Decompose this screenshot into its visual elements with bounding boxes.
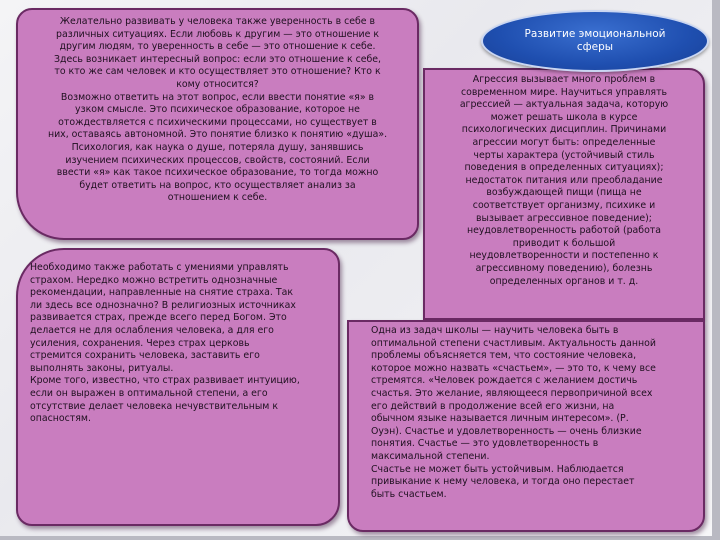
decorative-stripe-bottom bbox=[0, 536, 720, 540]
text-card-aggression bbox=[423, 68, 705, 320]
text-card-happiness bbox=[347, 320, 705, 532]
text-card-fear bbox=[16, 248, 340, 526]
decorative-stripe-right bbox=[712, 0, 720, 540]
self-confidence-text: Желательно развивать у человека также уверенность в себе в различных ситуациях. Если любовь к другим — это отношение к другим людям, то уверенность в себе — это отношение к себе. Здесь возникает интересный вопрос: если это отношение к себе, то кто же сам человек и кто осуществляет это отношение? Кто к кому относится? Возможно ответить на этот вопрос, если ввести понятие «я» в узком смысле. Это психическое образование, которое не отождествляется с психическими процессами, но существует в них, оставаясь автономной. Это понятие близко к понятию «душа». Психология, как наука о душе, потеряла душу, занявшись изучением психических процессов, свойств, состояний. Если ввести «я» как такое психическое образование, то тогда можно будет ответить на вопрос, кто осуществляет анализ за отношением к себе. bbox=[47, 16, 388, 204]
fear-text: Необходимо также работать с умениями управлять страхом. Нередко можно встретить однозначные рекомендации, направленные на снятие страха. Так ли здесь все однозначно? В религиозных источниках развивается страх, прежде всего перед Богом. Это делается не для ослабления человека, а для его усиления, сохранения. Через страх церковь стремится сохранить человека, заставить его выполнять законы, ритуалы. Кроме того, известно, что страх развивает интуицию, если он выражен в оптимальной степени, а его отсутствие делает человека нечувствительным к опасностям. bbox=[30, 262, 300, 425]
text-card-self-confidence bbox=[16, 8, 419, 240]
happiness-text: Одна из задач школы — научить человека быть в оптимальной степени счастливым. Актуальность данной проблемы объясняется тем, что состояние человека, которое можно назвать «счастьем», — это то, к чему все стремятся. «Человек рождается с желанием достичь счастья. Это желание, являющееся первопричиной всех его действий в продолжение всей его жизни, на обычном языке называется личным интересом». (Р. Оуэн). Счастье и удовлетворенность — очень близкие понятия. Счастье — это удовлетворенность в максимальной степени. Счастье не может быть устойчивым. Наблюдается привыкание к нему человека, и тогда оно перестает быть счастьем. bbox=[371, 325, 656, 500]
slide-title: Развитие эмоциональной сферы bbox=[481, 10, 709, 72]
aggression-text: Агрессия вызывает много проблем в современном мире. Научиться управлять агрессией — актуальная задача, которую может решать школа в курсе психологических дисциплин. Причинами агрессии могут быть: определенные черты характера (устойчивый стиль поведения в определенных ситуациях); недостаток питания или преобладание возбуждающей пищи (пища не соответствует организму, психике и вызывает агрессивное поведение); неудовлетворенность работой (работа приводит к большой неудовлетворенности и постепенно к агрессивному поведению), болезнь определенных органов и т. д. bbox=[459, 74, 669, 287]
